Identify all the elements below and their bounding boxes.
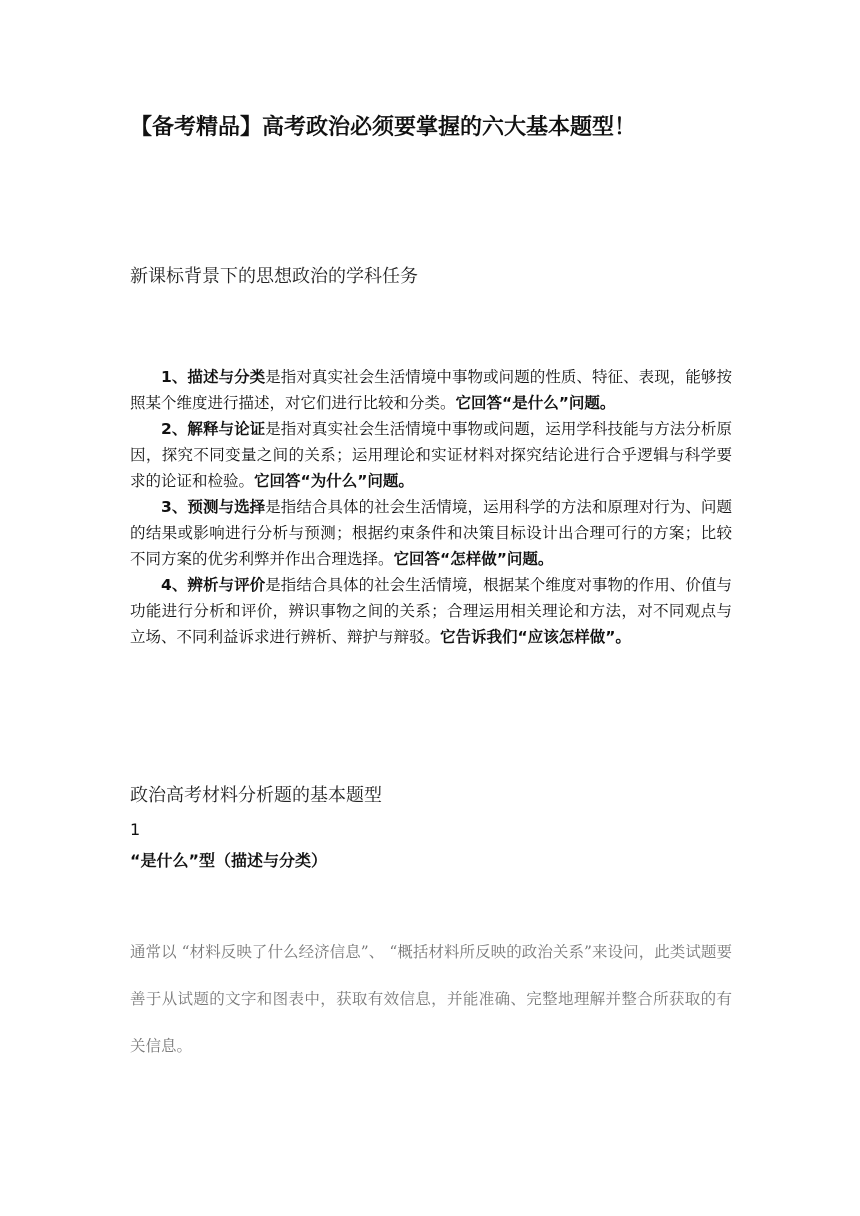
- paragraph-explain-argue: [130, 416, 732, 494]
- paragraph-lead: 2、解释与论证: [161, 420, 266, 438]
- paragraph-describe-classify: [130, 364, 732, 416]
- paragraph-analyze-evaluate: [130, 572, 732, 650]
- section-heading-subject-tasks: 新课标背景下的思想政治的学科任务: [130, 266, 418, 287]
- item-title: “是什么”型（描述与分类）: [130, 851, 328, 870]
- paragraph-text: 是指对真实社会生活情境中事物或问题，运用学科技能与方法分析原因，探究不同变量之间的关系；运用理论和实证材料对探究结论进行合乎逻辑与科学要求的论证和检验。: [130, 420, 732, 490]
- paragraph-lead: 1、描述与分类: [161, 368, 266, 386]
- item-number: 1: [130, 820, 141, 839]
- paragraph-tail: 它回答“怎样做”问题。: [393, 550, 554, 568]
- task-paragraphs: [130, 364, 732, 650]
- paragraph-tail: 它回答“是什么”问题。: [455, 394, 616, 412]
- paragraph-text: 是指对真实社会生活情境中事物或问题的性质、特征、表现，能够按照某个维度进行描述，对它们进行比较和分类。: [130, 368, 732, 412]
- section-heading-question-types: 政治高考材料分析题的基本题型: [130, 785, 382, 806]
- paragraph-tail: 它回答“为什么”问题。: [254, 472, 414, 490]
- paragraph-lead: 4、辨析与评价: [161, 576, 266, 594]
- paragraph-predict-choose: [130, 494, 732, 572]
- paragraph-text: 是指结合具体的社会生活情境，运用科学的方法和原理对行为、问题的结果或影响进行分析与预测；根据约束条件和决策目标设计出合理可行的方案；比较不同方案的优劣利弊并作出合理选择。: [130, 498, 732, 568]
- page-title: 【备考精品】高考政治必须要掌握的六大基本题型！: [130, 115, 637, 140]
- paragraph-tail: 它告诉我们“应该怎样做”。: [440, 628, 631, 646]
- paragraph-lead: 3、预测与选择: [161, 498, 266, 516]
- paragraph-text: 是指结合具体的社会生活情境，根据某个维度对事物的作用、价值与功能进行分析和评价，辨识事物之间的关系；合理运用相关理论和方法，对不同观点与立场、不同利益诉求进行辨析、辩护与辩驳。: [130, 576, 732, 646]
- item-intro: 通常以 “材料反映了什么经济信息”、 “概括材料所反映的政治关系”来设问，此类试题要善于从试题的文字和图表中，获取有效信息，并能准确、完整地理解并整合所获取的有关信息。: [130, 943, 732, 1055]
